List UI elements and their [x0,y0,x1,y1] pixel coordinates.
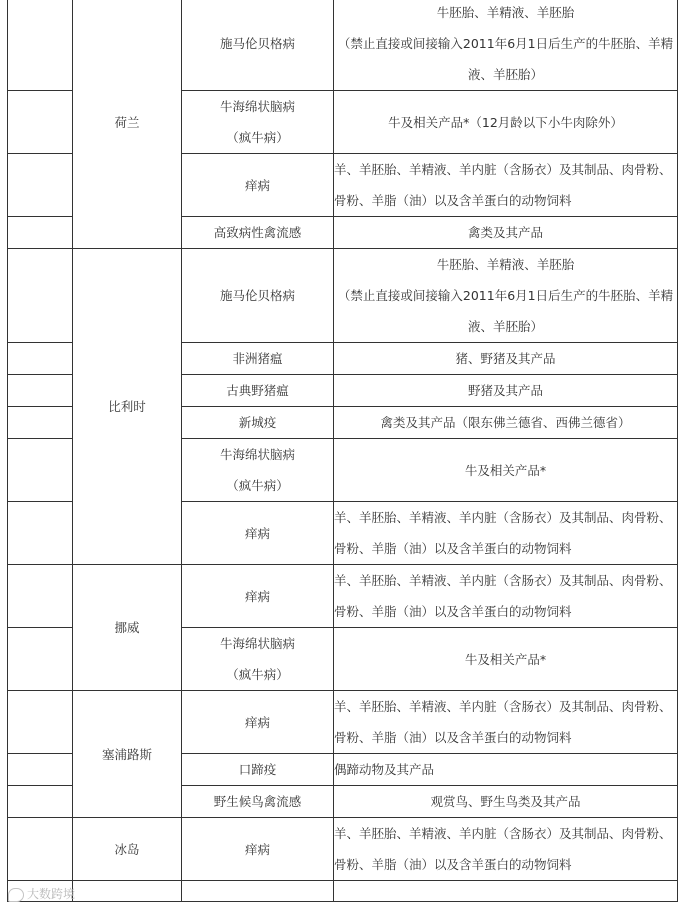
disease-name: 牛海绵状脑病 [219,636,295,651]
disease-name: （疯牛病） [226,478,289,493]
country-name: 荷兰 [114,115,140,130]
blank-cell [8,786,73,818]
disease-name: 野生候鸟禽流感 [213,794,302,809]
blank-cell [8,502,73,565]
restricted-products: 禽类及其产品 [467,225,543,240]
watermark-text: 大数跨境 [27,887,76,901]
blank-cell [8,407,73,439]
products-cell [334,502,678,565]
table-row [8,0,678,91]
restricted-products: 羊、羊胚胎、羊精液、羊内脏（含肠衣）及其制品、肉骨粉、 [334,573,672,588]
blank-cell [8,754,73,786]
disease-name: 痒病 [244,177,270,193]
restricted-products: 羊、羊胚胎、羊精液、羊内脏（含肠衣）及其制品、肉骨粉、 [334,162,672,177]
blank-cell [8,439,73,502]
disease-cell [182,628,334,691]
blank-cell [8,565,73,628]
watermark [8,884,75,904]
blank-cell [8,818,73,881]
country-name: 冰岛 [114,841,140,857]
blank-cell [73,881,182,902]
restricted-products: 观赏鸟、野生鸟类及其产品 [430,794,581,809]
disease-cell [182,407,334,439]
disease-name: 痒病 [244,588,270,604]
table-row [8,881,678,902]
disease-cell [182,691,334,754]
products-cell [334,91,678,154]
speech-bubble-icon [8,888,24,902]
country-cell [73,565,182,691]
restricted-products: 牛胚胎、羊精液、羊胚胎 [436,257,575,272]
disease-name: 古典野猪瘟 [226,383,289,398]
disease-cell [182,249,334,343]
disease-cell [182,818,334,881]
restricted-products: 野猪及其产品 [467,383,543,398]
disease-cell [182,91,334,154]
country-name: 塞浦路斯 [101,746,152,762]
country-cell [73,249,182,565]
blank-cell [8,628,73,691]
country-cell [73,818,182,881]
products-cell [334,754,678,786]
table-row [8,565,678,628]
country-cell [73,0,182,249]
products-cell [334,628,678,691]
table-row [8,691,678,754]
quarantine-table-body [8,0,678,902]
products-cell [334,786,678,818]
disease-cell [182,786,334,818]
quarantine-table [7,0,678,902]
blank-cell [334,881,678,902]
blank-cell [8,375,73,407]
country-name: 比利时 [108,399,146,414]
restricted-products: 羊、羊胚胎、羊精液、羊内脏（含肠衣）及其制品、肉骨粉、 [334,826,672,841]
restricted-products: 猪、野猪及其产品 [455,351,556,366]
disease-cell [182,502,334,565]
disease-name: 非洲猪瘟 [232,351,283,366]
disease-cell [182,565,334,628]
products-cell [334,343,678,375]
products-cell [334,154,678,217]
disease-name: 痒病 [244,714,270,730]
disease-name: 牛海绵状脑病 [219,99,295,114]
disease-cell [182,439,334,502]
blank-cell [8,154,73,217]
disease-name: （疯牛病） [226,130,289,145]
disease-name: 新城疫 [238,415,277,430]
restricted-products: 羊、羊胚胎、羊精液、羊内脏（含肠衣）及其制品、肉骨粉、 [334,510,672,525]
blank-cell [182,881,334,902]
disease-cell [182,217,334,249]
blank-cell [8,691,73,754]
disease-name: 高致病性禽流感 [213,225,302,240]
disease-cell [182,343,334,375]
products-cell [334,565,678,628]
restricted-products: 偶蹄动物及其产品 [334,762,435,777]
products-cell [334,407,678,439]
restricted-products: 骨粉、羊脂（油）以及含羊蛋白的动物饲料 [334,730,572,745]
restricted-products: 羊、羊胚胎、羊精液、羊内脏（含肠衣）及其制品、肉骨粉、 [334,699,672,714]
restricted-products: 禽类及其产品（限东佛兰德省、西佛兰德省） [380,415,631,430]
disease-name: （疯牛病） [226,667,289,682]
disease-cell [182,754,334,786]
disease-cell [182,154,334,217]
restricted-products: 骨粉、羊脂（油）以及含羊蛋白的动物饲料 [334,541,572,556]
products-cell [334,0,678,91]
restricted-products: 骨粉、羊脂（油）以及含羊蛋白的动物饲料 [334,857,572,872]
table-row [8,818,678,881]
blank-cell [8,249,73,343]
products-cell [334,818,678,881]
restricted-products: （禁止直接或间接输入2011年6月1日后生产的牛胚胎、羊精 [337,36,674,51]
restricted-products: 牛及相关产品* [464,462,547,478]
blank-cell [8,217,73,249]
restricted-products: 液、羊胚胎） [467,319,543,334]
disease-name: 口蹄疫 [238,762,277,777]
table-row [8,249,678,343]
blank-cell [8,343,73,375]
products-cell [334,217,678,249]
disease-name: 痒病 [244,525,270,541]
blank-cell [8,91,73,154]
products-cell [334,439,678,502]
products-cell [334,375,678,407]
products-cell [334,691,678,754]
disease-cell [182,0,334,91]
disease-name: 牛海绵状脑病 [219,447,295,462]
country-cell [73,691,182,818]
disease-name: 痒病 [244,841,270,857]
country-name: 挪威 [114,620,140,635]
restricted-products: 骨粉、羊脂（油）以及含羊蛋白的动物饲料 [334,193,572,208]
restricted-products: 骨粉、羊脂（油）以及含羊蛋白的动物饲料 [334,604,572,619]
restricted-products: 牛及相关产品* [464,651,547,667]
restricted-products: 液、羊胚胎） [467,67,543,82]
disease-name: 施马伦贝格病 [219,36,295,51]
restricted-products: 牛胚胎、羊精液、羊胚胎 [436,5,575,20]
disease-cell [182,375,334,407]
blank-cell [8,0,73,91]
disease-name: 施马伦贝格病 [219,288,295,303]
restricted-products: 牛及相关产品*（12月龄以下小牛肉除外） [388,114,623,130]
products-cell [334,249,678,343]
restricted-products: （禁止直接或间接输入2011年6月1日后生产的牛胚胎、羊精 [337,288,674,303]
